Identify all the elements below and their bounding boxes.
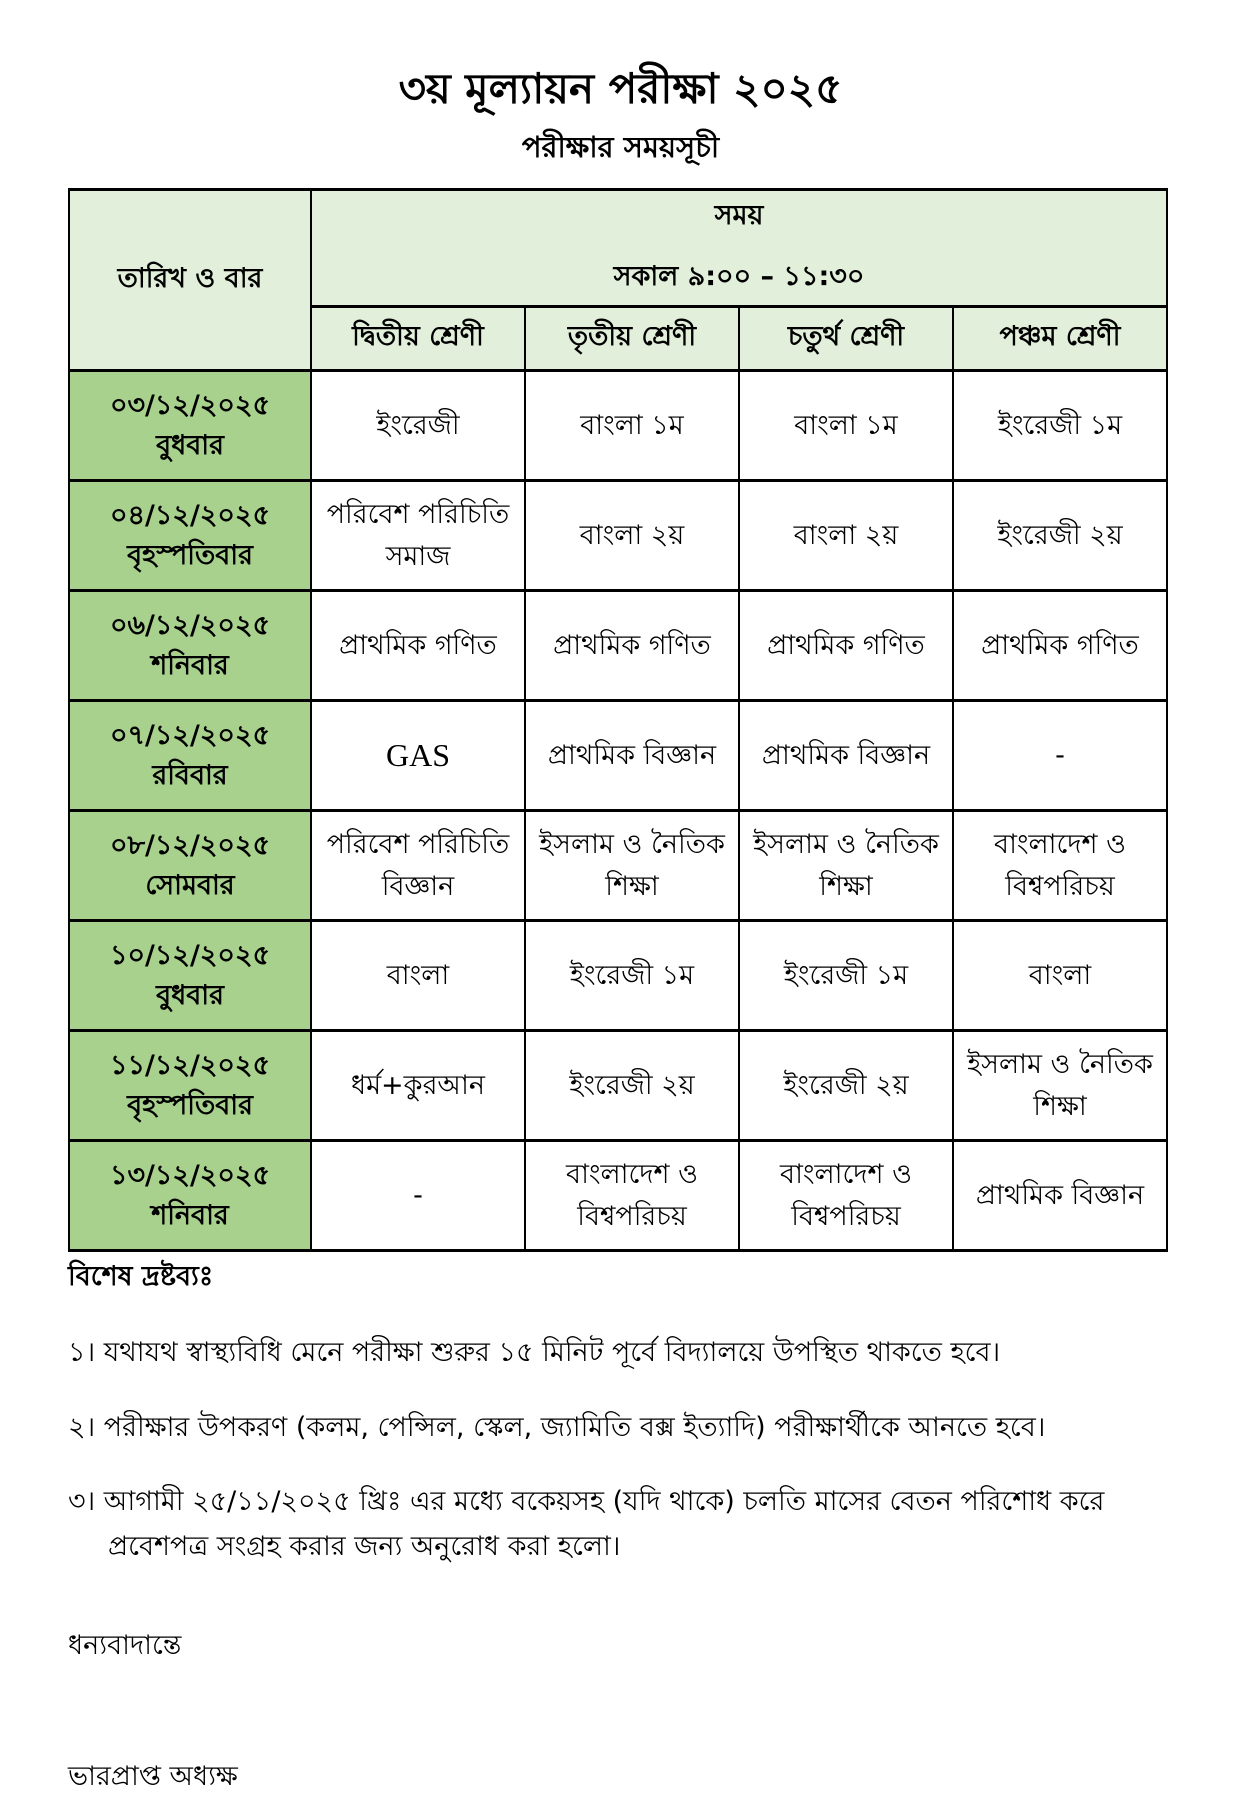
exam-day: বুধবার (156, 429, 224, 461)
class-header-4: চতুর্থ শ্রেণী (739, 307, 953, 371)
notes-heading: বিশেষ দ্রষ্টব্যঃ (68, 1261, 214, 1293)
time-header-cell (311, 190, 1167, 307)
exam-date: ১১/১২/২০২৫ (109, 1050, 271, 1082)
subject-cell: ইংরেজী ২য় (525, 1031, 739, 1141)
subject-cell: ইসলাম ও নৈতিক শিক্ষা (739, 811, 953, 921)
note-item-1: ১। যথাযথ স্বাস্থ্যবিধি মেনে পরীক্ষা শুরুর ১৫ মিনিট পূর্বে বিদ্যালয়ে উপস্থিত থাকতে হবে। (68, 1337, 1001, 1369)
closing-signature: ভারপ্রাপ্ত অধ্যক্ষ (68, 1761, 238, 1793)
subject-cell: বাংলা ২য় (739, 481, 953, 591)
exam-day: রবিবার (152, 759, 228, 791)
subject-cell: প্রাথমিক গণিত (953, 591, 1167, 701)
exam-date: ১৩/১২/২০২৫ (109, 1160, 271, 1192)
date-cell (69, 371, 311, 481)
date-cell (69, 921, 311, 1031)
subject-cell: বাংলাদেশ ও বিশ্বপরিচয় (739, 1141, 953, 1251)
subject-cell: প্রাথমিক গণিত (311, 591, 525, 701)
subject-cell: প্রাথমিক বিজ্ঞান (953, 1141, 1167, 1251)
subject-cell: ইংরেজী ১ম (953, 371, 1167, 481)
exam-date: ০৬/১২/২০২৫ (109, 610, 271, 642)
table-row (69, 1141, 1167, 1251)
subject-cell: প্রাথমিক বিজ্ঞান (739, 701, 953, 811)
table-row (69, 1031, 1167, 1141)
note-item-2: ২। পরীক্ষার উপকরণ (কলম, পেন্সিল, স্কেল, জ্যামিতি বক্স ইত্যাদি) পরীক্ষার্থীকে আনতে হবে। (68, 1411, 1046, 1443)
exam-day: বুধবার (156, 979, 224, 1011)
exam-day: বৃহস্পতিবার (127, 539, 253, 571)
subject-cell: বাংলাদেশ ও বিশ্বপরিচয় (525, 1141, 739, 1251)
subject-cell: প্রাথমিক গণিত (525, 591, 739, 701)
subject-cell: ইংরেজী ১ম (739, 921, 953, 1031)
subject-cell: প্রাথমিক বিজ্ঞান (525, 701, 739, 811)
subject-cell: বাংলা ১ম (525, 371, 739, 481)
exam-schedule-table (68, 188, 1168, 1252)
exam-date: ০৪/১২/২০২৫ (109, 500, 271, 532)
page-title: ৩য় মূল্যায়ন পরীক্ষা ২০২৫ (398, 64, 843, 113)
subject-cell: পরিবেশ পরিচিতি বিজ্ঞান (311, 811, 525, 921)
subject-cell: বাংলা ১ম (739, 371, 953, 481)
exam-day: সোমবার (145, 869, 235, 901)
time-label: সময় (714, 200, 764, 232)
subject-cell: বাংলাদেশ ও বিশ্বপরিচয় (953, 811, 1167, 921)
header-row-time (69, 190, 1167, 307)
exam-date: ১০/১২/২০২৫ (109, 940, 271, 972)
class-header-5: পঞ্চম শ্রেণী (953, 307, 1167, 371)
subject-cell: ইংরেজী ১ম (525, 921, 739, 1031)
closing-thanks: ধন্যবাদান্তে (68, 1630, 182, 1662)
date-cell (69, 1031, 311, 1141)
date-cell (69, 1141, 311, 1251)
table-row (69, 371, 1167, 481)
subject-cell: ধর্ম+কুরআন (311, 1031, 525, 1141)
table-row (69, 701, 1167, 811)
table-row (69, 481, 1167, 591)
subject-cell: GAS (311, 701, 525, 811)
exam-day: শনিবার (151, 649, 229, 681)
subject-cell: ইংরেজী ২য় (953, 481, 1167, 591)
time-range: সকাল ৯:০০ – ১১:৩০ (613, 261, 865, 293)
exam-date: ০৮/১২/২০২৫ (109, 830, 271, 862)
page-subtitle: পরীক্ষার সময়সূচী (521, 130, 720, 165)
subject-cell: ইংরেজী (311, 371, 525, 481)
subject-cell: পরিবেশ পরিচিতি সমাজ (311, 481, 525, 591)
subject-cell: - (311, 1141, 525, 1251)
class-header-2: দ্বিতীয় শ্রেণী (311, 307, 525, 371)
subject-cell: বাংলা (953, 921, 1167, 1031)
date-cell (69, 701, 311, 811)
subject-cell: ইসলাম ও নৈতিক শিক্ষা (525, 811, 739, 921)
exam-date: ০৩/১২/২০২৫ (109, 390, 271, 422)
subject-cell: ইসলাম ও নৈতিক শিক্ষা (953, 1031, 1167, 1141)
exam-day: বৃহস্পতিবার (127, 1089, 253, 1121)
exam-date: ০৭/১২/২০২৫ (109, 720, 271, 752)
table-row (69, 921, 1167, 1031)
class-header-3: তৃতীয় শ্রেণী (525, 307, 739, 371)
subject-cell: বাংলা (311, 921, 525, 1031)
table-row (69, 591, 1167, 701)
note-item-3: ৩। আগামী ২৫/১১/২০২৫ খ্রিঃ এর মধ্যে বকেয়সহ (যদি থাকে) চলতি মাসের বেতন পরিশোধ করে প্রবেশপত্র সংগ্রহ করার জন্য অনুরোধ করা হলো। (68, 1486, 1105, 1562)
subject-cell: প্রাথমিক গণিত (739, 591, 953, 701)
date-cell (69, 591, 311, 701)
subject-cell: ইংরেজী ২য় (739, 1031, 953, 1141)
subject-cell: - (953, 701, 1167, 811)
date-cell (69, 481, 311, 591)
date-day-column-header: তারিখ ও বার (69, 190, 311, 371)
table-row (69, 811, 1167, 921)
subject-cell: বাংলা ২য় (525, 481, 739, 591)
date-cell (69, 811, 311, 921)
exam-day: শনিবার (151, 1199, 229, 1231)
